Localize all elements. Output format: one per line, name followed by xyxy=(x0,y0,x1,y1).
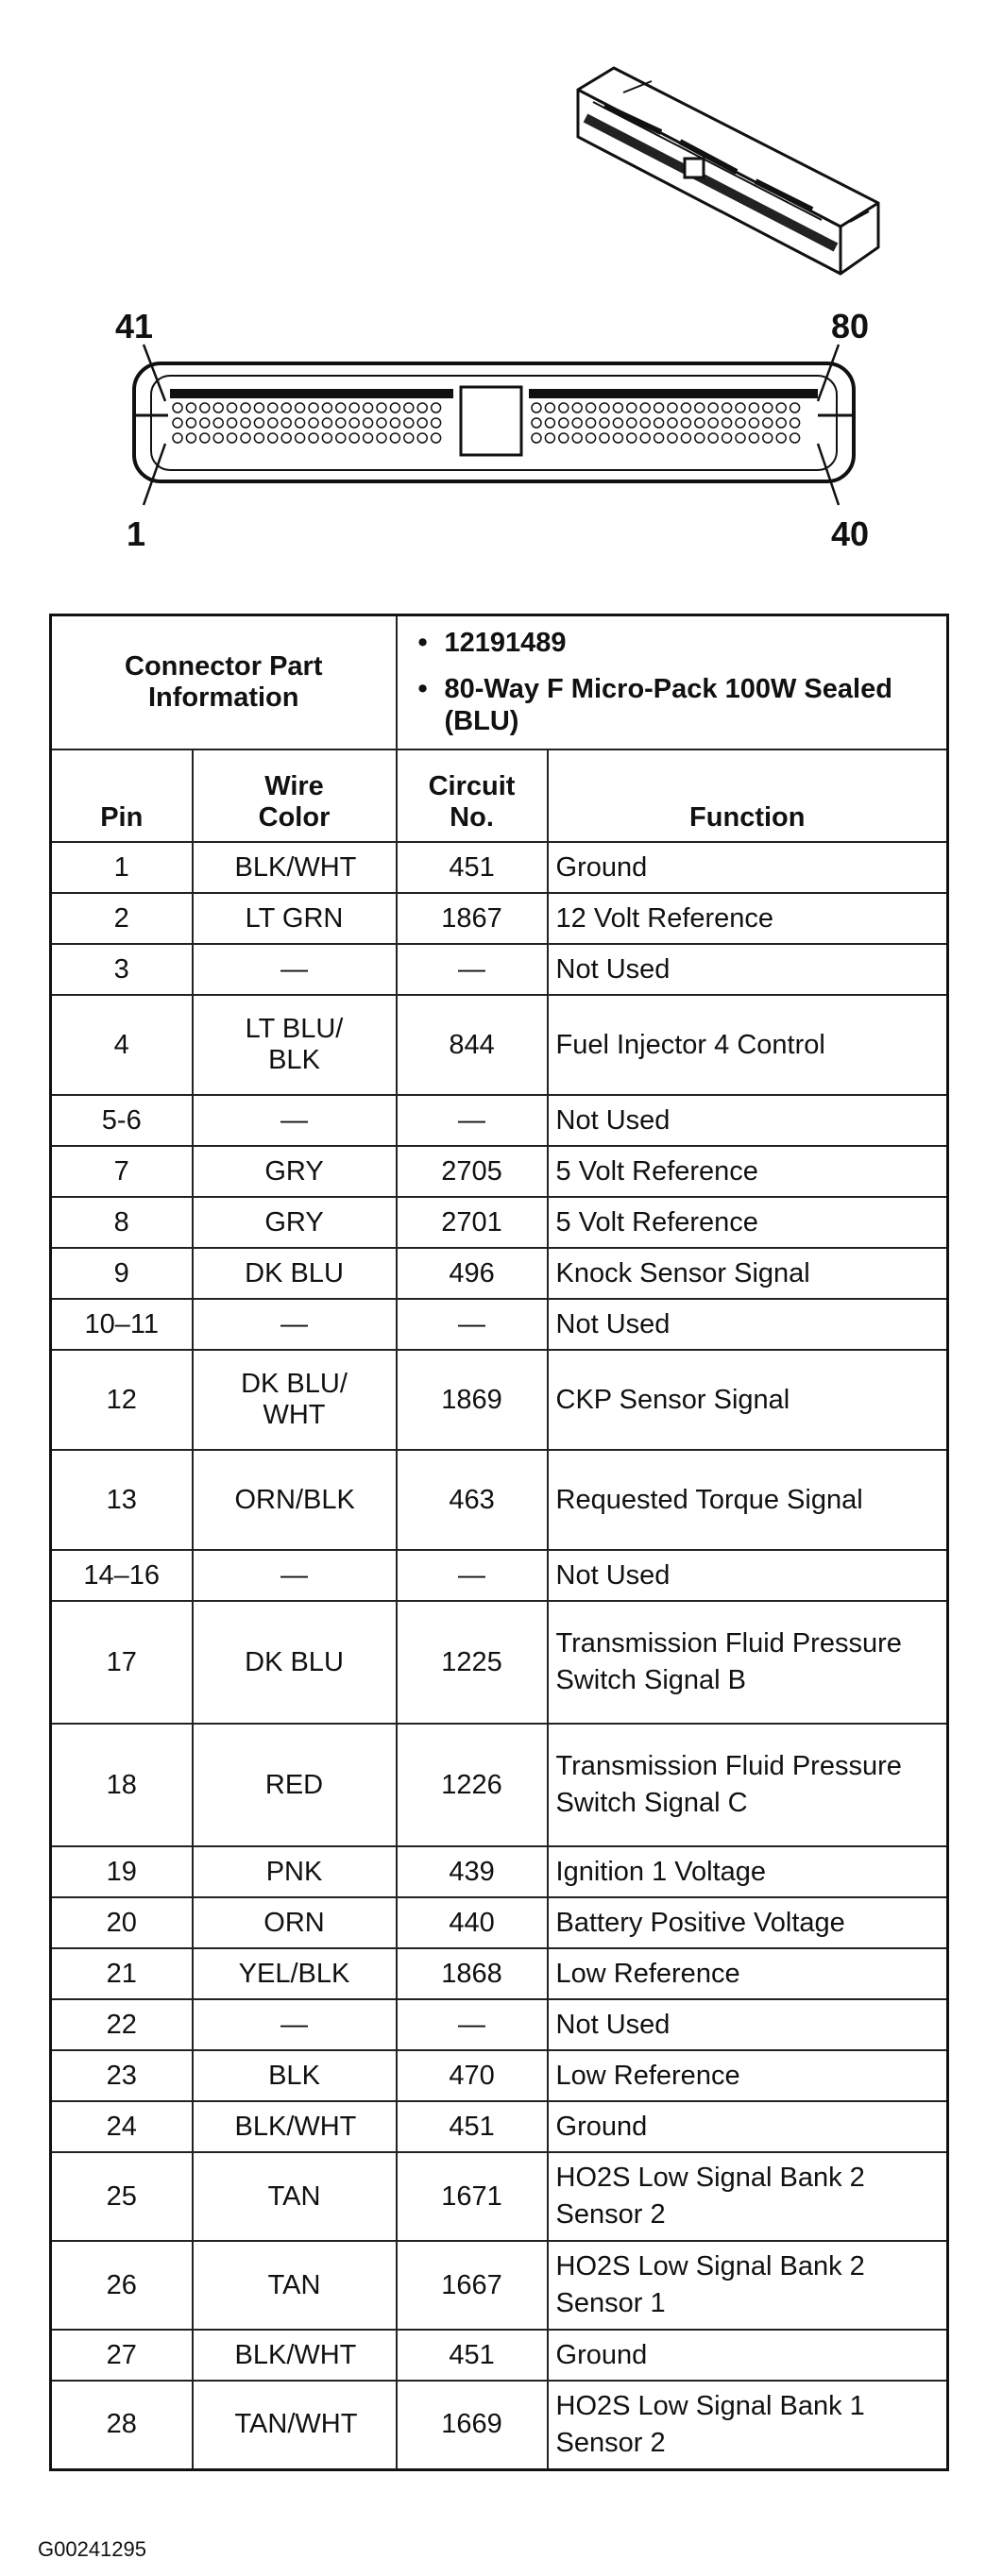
circuit-cell: 1225 xyxy=(397,1601,548,1724)
function-cell: Transmission Fluid Pressure Switch Signal C xyxy=(548,1724,948,1846)
table-row xyxy=(51,1350,948,1450)
table-row xyxy=(51,1197,948,1248)
connector-face-view xyxy=(134,345,854,505)
wire-color-cell: TAN xyxy=(193,2152,397,2241)
pin-cell: 7 xyxy=(51,1146,193,1197)
table-row xyxy=(51,944,948,995)
pin-cell: 8 xyxy=(51,1197,193,1248)
pin-cell: 21 xyxy=(51,1948,193,1999)
pin-cell: 5-6 xyxy=(51,1095,193,1146)
function-cell: Low Reference xyxy=(548,2050,948,2101)
wire-color-cell: DK BLU xyxy=(193,1248,397,1299)
pin-label-41: 41 xyxy=(115,307,154,345)
circuit-cell: 1226 xyxy=(397,1724,548,1846)
table-row xyxy=(51,2101,948,2152)
part-info-label: Connector Part Information xyxy=(51,615,397,750)
pin-cell: 9 xyxy=(51,1248,193,1299)
function-cell: Low Reference xyxy=(548,1948,948,1999)
pin-label-80: 80 xyxy=(831,307,870,345)
col-header-pin: Pin xyxy=(51,749,193,842)
pin-label-40: 40 xyxy=(831,514,870,553)
table-row xyxy=(51,2152,948,2241)
function-cell: Ignition 1 Voltage xyxy=(548,1846,948,1897)
pin-cell: 3 xyxy=(51,944,193,995)
table-row xyxy=(51,1550,948,1601)
wire-color-cell: TAN/WHT xyxy=(193,2381,397,2469)
wire-color-cell: — xyxy=(193,1299,397,1350)
circuit-cell: 1869 xyxy=(397,1350,548,1450)
table-row xyxy=(51,1601,948,1724)
function-cell: Not Used xyxy=(548,1550,948,1601)
wire-color-cell: DK BLU/ WHT xyxy=(193,1350,397,1450)
pin-cell: 18 xyxy=(51,1724,193,1846)
table-row xyxy=(51,1897,948,1948)
pin-cell: 28 xyxy=(51,2381,193,2469)
circuit-cell: 463 xyxy=(397,1450,548,1550)
table-row xyxy=(51,2381,948,2469)
circuit-cell: 1667 xyxy=(397,2241,548,2330)
pin-cell: 22 xyxy=(51,1999,193,2050)
pin-cell: 20 xyxy=(51,1897,193,1948)
table-row xyxy=(51,2330,948,2381)
circuit-cell: 439 xyxy=(397,1846,548,1897)
wire-color-cell: BLK xyxy=(193,2050,397,2101)
circuit-cell: 440 xyxy=(397,1897,548,1948)
table-row xyxy=(51,1948,948,1999)
table-row xyxy=(51,1999,948,2050)
function-cell: Not Used xyxy=(548,944,948,995)
function-cell: 5 Volt Reference xyxy=(548,1146,948,1197)
part-description: 80-Way F Micro-Pack 100W Sealed (BLU) xyxy=(444,673,892,737)
circuit-cell: 1868 xyxy=(397,1948,548,1999)
wire-color-cell: GRY xyxy=(193,1146,397,1197)
wire-color-cell: LT GRN xyxy=(193,893,397,944)
circuit-cell: 470 xyxy=(397,2050,548,2101)
function-cell: Transmission Fluid Pressure Switch Signal B xyxy=(548,1601,948,1724)
pin-cell: 12 xyxy=(51,1350,193,1450)
table-row xyxy=(51,2241,948,2330)
table-row xyxy=(51,995,948,1095)
pin-cell: 14–16 xyxy=(51,1550,193,1601)
circuit-cell: 451 xyxy=(397,842,548,893)
wire-color-cell: LT BLU/ BLK xyxy=(193,995,397,1095)
function-cell: Battery Positive Voltage xyxy=(548,1897,948,1948)
function-cell: 12 Volt Reference xyxy=(548,893,948,944)
table-row xyxy=(51,893,948,944)
table-row xyxy=(51,1846,948,1897)
table-row xyxy=(51,1724,948,1846)
pin-cell: 4 xyxy=(51,995,193,1095)
pin-cell: 10–11 xyxy=(51,1299,193,1350)
pin-cell: 25 xyxy=(51,2152,193,2241)
function-cell: Ground xyxy=(548,842,948,893)
table-row xyxy=(51,2050,948,2101)
wire-color-cell: BLK/WHT xyxy=(193,2330,397,2381)
function-cell: HO2S Low Signal Bank 2 Sensor 1 xyxy=(548,2241,948,2330)
function-cell: HO2S Low Signal Bank 1 Sensor 2 xyxy=(548,2381,948,2469)
connector-diagram xyxy=(0,0,985,604)
wire-color-cell: — xyxy=(193,944,397,995)
table-row xyxy=(51,1248,948,1299)
table-row xyxy=(51,1095,948,1146)
wire-color-cell: PNK xyxy=(193,1846,397,1897)
table-row xyxy=(51,1450,948,1550)
connector-3d-illustration xyxy=(578,68,878,274)
circuit-cell: 1669 xyxy=(397,2381,548,2469)
wire-color-cell: BLK/WHT xyxy=(193,2101,397,2152)
circuit-cell: — xyxy=(397,944,548,995)
circuit-cell: — xyxy=(397,1095,548,1146)
pin-cell: 23 xyxy=(51,2050,193,2101)
function-cell: Ground xyxy=(548,2101,948,2152)
wire-color-cell: DK BLU xyxy=(193,1601,397,1724)
function-cell: Knock Sensor Signal xyxy=(548,1248,948,1299)
part-info-row xyxy=(51,615,948,750)
function-cell: CKP Sensor Signal xyxy=(548,1350,948,1450)
circuit-cell: 1671 xyxy=(397,2152,548,2241)
part-number: 12191489 xyxy=(444,627,567,658)
pin-cell: 27 xyxy=(51,2330,193,2381)
col-header-circuit: Circuit No. xyxy=(397,749,548,842)
wire-color-cell: TAN xyxy=(193,2241,397,2330)
col-header-function: Function xyxy=(548,749,948,842)
circuit-cell: 1867 xyxy=(397,893,548,944)
circuit-cell: 451 xyxy=(397,2101,548,2152)
function-cell: Not Used xyxy=(548,1999,948,2050)
pin-cell: 13 xyxy=(51,1450,193,1550)
wire-color-cell: — xyxy=(193,1550,397,1601)
function-cell: HO2S Low Signal Bank 2 Sensor 2 xyxy=(548,2152,948,2241)
circuit-cell: — xyxy=(397,1299,548,1350)
function-cell: Ground xyxy=(548,2330,948,2381)
function-cell: Not Used xyxy=(548,1299,948,1350)
pin-cell: 17 xyxy=(51,1601,193,1724)
wire-color-cell: — xyxy=(193,1095,397,1146)
table-row xyxy=(51,1146,948,1197)
function-cell: Requested Torque Signal xyxy=(548,1450,948,1550)
function-cell: 5 Volt Reference xyxy=(548,1197,948,1248)
pin-cell: 24 xyxy=(51,2101,193,2152)
circuit-cell: — xyxy=(397,1999,548,2050)
figure-id: G00241295 xyxy=(38,2537,146,2561)
circuit-cell: 844 xyxy=(397,995,548,1095)
wire-color-cell: YEL/BLK xyxy=(193,1948,397,1999)
pin-label-1: 1 xyxy=(127,514,146,553)
pin-cell: 26 xyxy=(51,2241,193,2330)
wire-color-cell: — xyxy=(193,1999,397,2050)
function-cell: Fuel Injector 4 Control xyxy=(548,995,948,1095)
circuit-cell: — xyxy=(397,1550,548,1601)
part-info-values: • 12191489 • 80-Way F Micro-Pack 100W Sealed (BLU) xyxy=(397,615,948,750)
circuit-cell: 2705 xyxy=(397,1146,548,1197)
pin-cell: 1 xyxy=(51,842,193,893)
circuit-cell: 496 xyxy=(397,1248,548,1299)
wire-color-cell: BLK/WHT xyxy=(193,842,397,893)
wire-color-cell: ORN/BLK xyxy=(193,1450,397,1550)
pin-cell: 2 xyxy=(51,893,193,944)
pin-cell: 19 xyxy=(51,1846,193,1897)
table-row xyxy=(51,1299,948,1350)
column-header-row xyxy=(51,749,948,842)
col-header-wire-color: Wire Color xyxy=(193,749,397,842)
circuit-cell: 2701 xyxy=(397,1197,548,1248)
function-cell: Not Used xyxy=(548,1095,948,1146)
wire-color-cell: ORN xyxy=(193,1897,397,1948)
connector-pinout-table xyxy=(49,614,949,2471)
wire-color-cell: RED xyxy=(193,1724,397,1846)
table-row xyxy=(51,842,948,893)
circuit-cell: 451 xyxy=(397,2330,548,2381)
wire-color-cell: GRY xyxy=(193,1197,397,1248)
